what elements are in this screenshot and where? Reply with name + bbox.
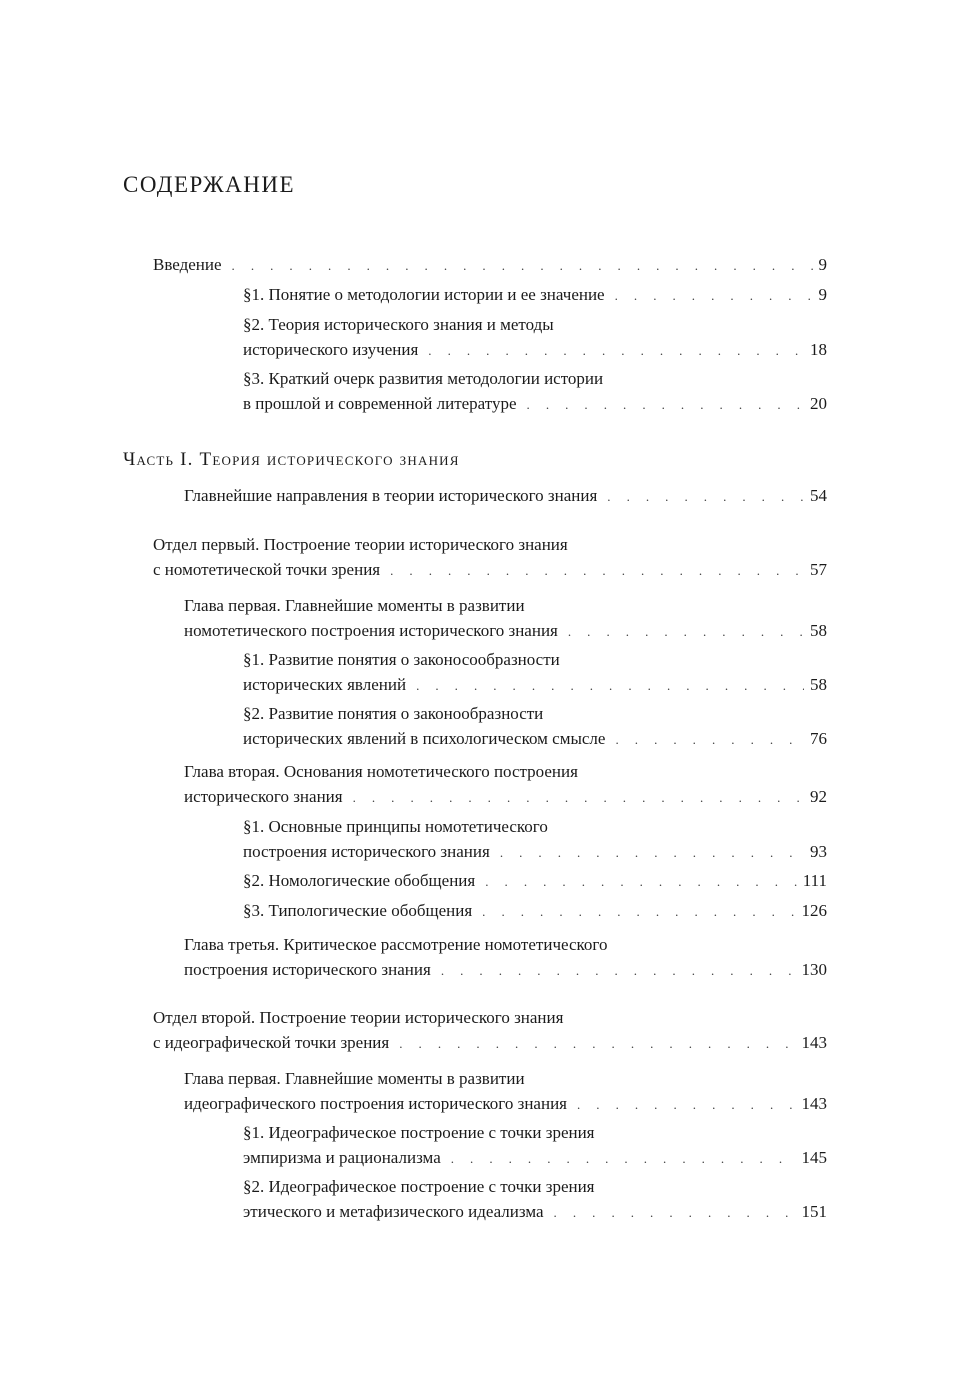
dot-leader [527, 392, 804, 417]
entry-label-line1: §1. Развитие понятия о законосообразности [243, 650, 560, 669]
toc-entry-intro-section-1[interactable] [243, 282, 827, 308]
entry-label: §3. Типологические обобщения [243, 901, 473, 920]
page-number: 143 [801, 1033, 827, 1052]
toc-entry-overview[interactable] [184, 483, 827, 509]
dot-leader [353, 785, 804, 810]
dot-leader [568, 619, 804, 644]
toc-entry-div1-ch1-section-1[interactable] [243, 647, 827, 698]
toc-entry-intro-section-3[interactable] [243, 366, 827, 417]
page-number: 58 [810, 675, 827, 694]
dot-leader [577, 1092, 796, 1117]
page-number: 145 [801, 1148, 827, 1167]
entry-label-line2: исторических явлений [243, 675, 407, 694]
page-number: 9 [818, 285, 827, 304]
page-title: СОДЕРЖАНИЕ [123, 172, 296, 197]
entry-label-line2: в прошлой и современной литературе [243, 394, 517, 413]
entry-label-line1: §1. Идеографическое построение с точки зрения [243, 1123, 595, 1142]
dot-leader [554, 1200, 796, 1225]
dot-leader [441, 958, 796, 983]
entry-label-line1: Глава первая. Главнейшие моменты в развитии [184, 1069, 525, 1088]
entry-label-line1: §2. Теория исторического знания и методы [243, 315, 554, 334]
entry-label-line1: §2. Идеографическое построение с точки зрения [243, 1177, 595, 1196]
page-number: 57 [810, 560, 827, 579]
dot-leader [615, 283, 813, 308]
dot-leader [615, 727, 804, 752]
page-number: 58 [810, 621, 827, 640]
entry-label-line1: Глава третья. Критическое рассмотрение номотетического [184, 935, 608, 954]
dot-leader [482, 899, 795, 924]
page-number: 9 [818, 255, 827, 274]
entry-label-line2: этического и метафизического идеализма [243, 1202, 544, 1221]
part-heading: Часть I. Теория исторического знания [123, 449, 460, 470]
entry-label: Введение [153, 255, 222, 274]
toc-entry-division-2[interactable] [153, 1005, 827, 1056]
entry-label: Главнейшие направления в теории исторического знания [184, 486, 598, 505]
dot-leader [416, 673, 804, 698]
dot-leader [500, 840, 804, 865]
entry-label: §2. Номологические обобщения [243, 871, 476, 890]
page-number: 92 [810, 787, 827, 806]
page-number: 130 [801, 960, 827, 979]
page-number: 93 [810, 842, 827, 861]
entry-label-line2: исторического изучения [243, 340, 419, 359]
entry-label-line1: Отдел второй. Построение теории исторического знания [153, 1008, 564, 1027]
page-number: 18 [810, 340, 827, 359]
entry-label-line1: Глава вторая. Основания номотетического построения [184, 762, 578, 781]
toc-entry-div1-chapter-2[interactable] [184, 759, 827, 810]
toc-entry-div1-ch2-section-1[interactable] [243, 814, 827, 865]
entry-label-line1: §3. Краткий очерк развития методологии истории [243, 369, 604, 388]
toc-entry-intro-section-2[interactable] [243, 312, 827, 363]
toc-entry-div1-ch2-section-3[interactable] [243, 898, 827, 924]
page-number: 20 [810, 394, 827, 413]
entry-label: §1. Понятие о методологии истории и ее значение [243, 285, 605, 304]
toc-entry-division-1[interactable] [153, 532, 827, 583]
dot-leader [428, 338, 804, 363]
page-number: 126 [801, 901, 827, 920]
toc-entry-div2-ch1-section-1[interactable] [243, 1120, 827, 1171]
toc-entry-div1-chapter-1[interactable] [184, 593, 827, 644]
page-number: 143 [801, 1094, 827, 1113]
entry-label-line1: §2. Развитие понятия о законообразности [243, 704, 544, 723]
entry-label-line2: исторических явлений в психологическом смысле [243, 729, 606, 748]
page-number: 111 [802, 871, 827, 890]
entry-label-line2: построения исторического знания [243, 842, 490, 861]
page-number: 76 [810, 729, 827, 748]
dot-leader [232, 253, 813, 278]
entry-label-line2: идеографического построения исторического знания [184, 1094, 567, 1113]
entry-label-line1: §1. Основные принципы номотетического [243, 817, 548, 836]
toc-entry-div2-chapter-1[interactable] [184, 1066, 827, 1117]
entry-label-line2: исторического знания [184, 787, 343, 806]
dot-leader [451, 1146, 796, 1171]
page-number: 151 [801, 1202, 827, 1221]
toc-entry-introduction[interactable] [153, 252, 827, 278]
entry-label-line2: с номотетической точки зрения [153, 560, 381, 579]
toc-entry-div1-chapter-3[interactable] [184, 932, 827, 983]
entry-label-line1: Отдел первый. Построение теории исторического знания [153, 535, 568, 554]
dot-leader [390, 558, 804, 583]
toc-entry-div1-ch2-section-2[interactable] [243, 868, 827, 894]
entry-label-line2: с идеографической точки зрения [153, 1033, 390, 1052]
dot-leader [607, 484, 804, 509]
toc-entry-div2-ch1-section-2[interactable] [243, 1174, 827, 1225]
page-number: 54 [810, 486, 827, 505]
entry-label-line2: номотетического построения исторического знания [184, 621, 558, 640]
dot-leader [485, 869, 797, 894]
entry-label-line2: построения исторического знания [184, 960, 431, 979]
entry-label-line2: эмпиризма и рационализма [243, 1148, 441, 1167]
entry-label-line1: Глава первая. Главнейшие моменты в развитии [184, 596, 525, 615]
dot-leader [399, 1031, 795, 1056]
toc-entry-div1-ch1-section-2[interactable] [243, 701, 827, 752]
